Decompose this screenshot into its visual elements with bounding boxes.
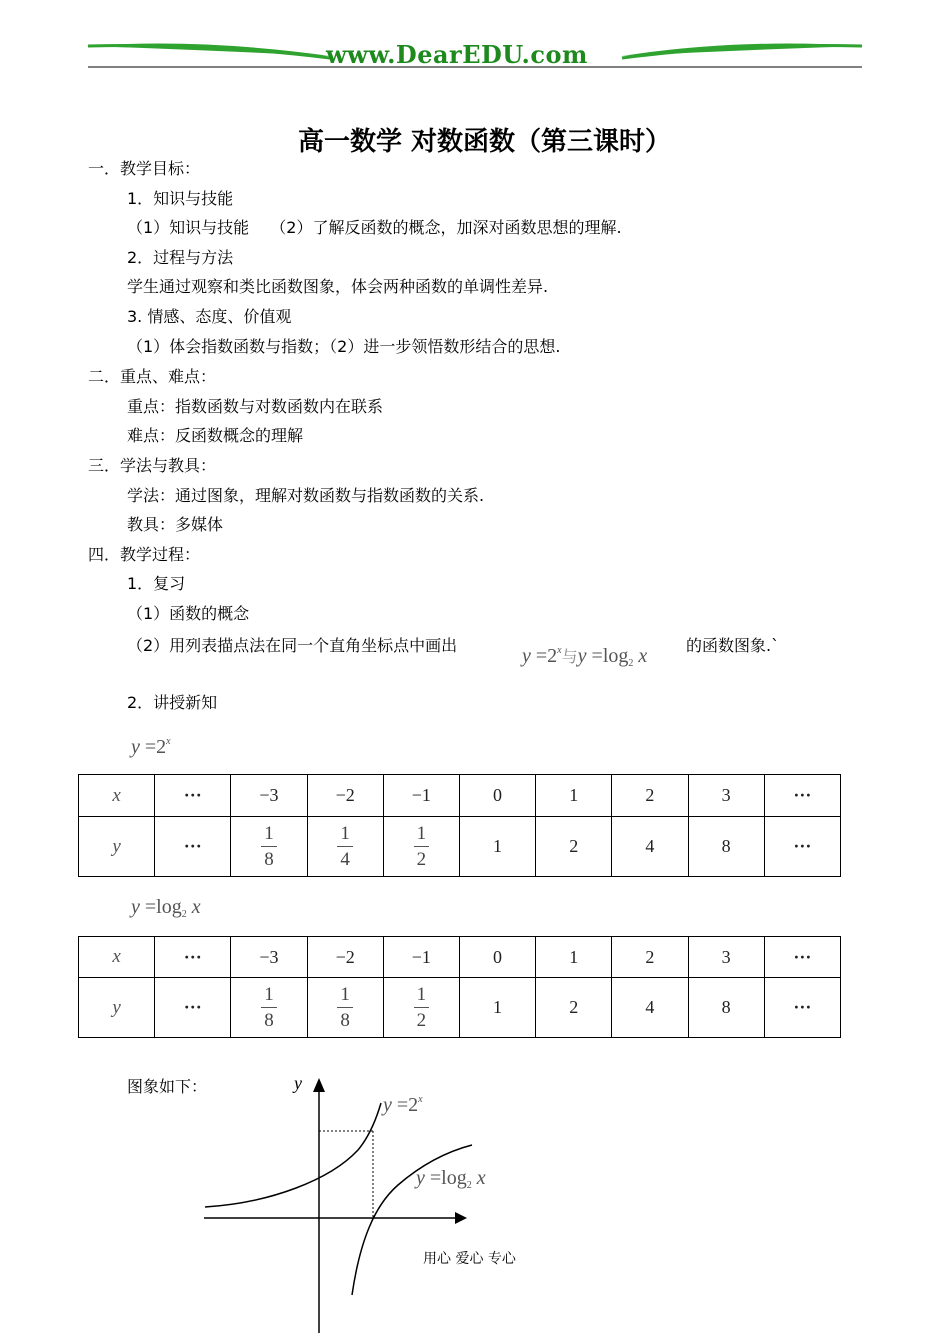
- var-x: x: [638, 645, 648, 667]
- numerator: 1: [261, 985, 277, 1008]
- denominator: 8: [264, 1010, 274, 1031]
- fraction: [414, 985, 430, 1030]
- subheading-new-knowledge: 2．讲授新知: [127, 693, 218, 712]
- paragraph-knowledge: （1）知识与技能 （2）了解反函数的概念，加深对函数思想的理解.: [127, 218, 622, 237]
- table-row: [79, 817, 841, 877]
- table-cell: 8: [688, 817, 764, 877]
- fraction: [337, 985, 353, 1030]
- table-cell: 0: [459, 937, 535, 978]
- table-cell: 4: [612, 978, 688, 1038]
- var-y: y: [522, 645, 531, 667]
- section-heading-keypoints: 二．重点、难点：: [88, 367, 217, 386]
- log-func: log: [441, 1167, 467, 1189]
- table-cell: 4: [612, 817, 688, 877]
- subheading-process: 2．过程与方法: [127, 248, 234, 267]
- log-func: log: [156, 896, 182, 918]
- table-cell: −1: [383, 937, 459, 978]
- table-cell: ···: [155, 937, 231, 978]
- base-two: 2: [547, 645, 558, 667]
- table-row: [79, 978, 841, 1038]
- subheading-review: 1．复习: [127, 574, 186, 593]
- table-cell: −3: [231, 775, 307, 817]
- var-y: y: [577, 645, 587, 667]
- log-base: 2: [181, 909, 187, 920]
- denominator: 8: [264, 849, 274, 870]
- table-cell: −2: [307, 775, 383, 817]
- step2-tail: 的函数图象.`: [686, 636, 780, 655]
- table-cell: −1: [383, 775, 459, 817]
- table-cell: ···: [155, 775, 231, 817]
- fraction: [261, 824, 277, 869]
- var-y: y: [131, 896, 140, 918]
- var-y: y: [383, 1094, 392, 1116]
- exp-curve: [205, 1103, 381, 1207]
- page-header: [0, 0, 950, 72]
- subheading-attitude: 3. 情感、态度、价值观: [127, 307, 292, 326]
- table-cell: ···: [764, 937, 840, 978]
- numerator: 1: [414, 824, 430, 847]
- table-cell: 3: [688, 775, 764, 817]
- paragraph-attitude: （1）体会指数函数与指数；（2）进一步领悟数形结合的思想.: [127, 337, 561, 356]
- table-cell: 2: [536, 817, 612, 877]
- exp-x: x: [418, 1094, 423, 1105]
- table-cell: ···: [764, 978, 840, 1038]
- figure-caption: 图象如下：: [127, 1077, 208, 1096]
- section-heading-objectives: 一．教学目标：: [88, 159, 201, 178]
- denominator: 2: [416, 849, 427, 870]
- numerator: 1: [414, 985, 430, 1008]
- table-cell: x: [79, 937, 155, 978]
- paragraph-tools: 教具：多媒体: [127, 515, 224, 534]
- paragraph-function-concept: （1）函数的概念: [127, 604, 250, 623]
- fraction: [414, 824, 430, 869]
- exp-x: x: [557, 645, 562, 656]
- eq-sign: =: [429, 1167, 442, 1189]
- table-cell: x: [79, 775, 155, 817]
- table-cell: 0: [459, 775, 535, 817]
- step2-text: （2）用列表描点法在同一个直角坐标点中画出: [127, 636, 458, 655]
- denominator: 2: [416, 1010, 427, 1031]
- table-cell: 8: [688, 978, 764, 1038]
- table-cell: 1: [459, 817, 535, 877]
- table-cell: 2: [536, 978, 612, 1038]
- numerator: 1: [337, 985, 353, 1008]
- formula-log-label: [131, 896, 201, 920]
- exp-x: x: [166, 736, 171, 747]
- paragraph-difficulty: 难点：反函数概念的理解: [127, 426, 304, 445]
- page-footer: 用心 爱心 专心: [423, 1251, 516, 1267]
- table-cell: y: [79, 978, 155, 1038]
- table-cell: y: [79, 817, 155, 877]
- table-row: [79, 775, 841, 817]
- table-cell: 3: [688, 937, 764, 978]
- log-base: 2: [628, 658, 634, 669]
- table-cell: 2: [612, 775, 688, 817]
- table-cell: [231, 978, 307, 1038]
- table-cell: 1: [536, 937, 612, 978]
- eq-sign: =: [144, 896, 157, 918]
- table-cell: [307, 978, 383, 1038]
- section-heading-methods: 三．学法与教具：: [88, 456, 217, 475]
- log-func: log: [602, 645, 629, 667]
- section-heading-process: 四．教学过程：: [88, 545, 201, 564]
- eq-sign: =: [535, 645, 548, 667]
- table-cell: ···: [155, 817, 231, 877]
- table-cell: [383, 817, 459, 877]
- eq-sign: =: [144, 736, 157, 758]
- table-row: [79, 937, 841, 978]
- table-cell: [231, 817, 307, 877]
- table-cell: [307, 817, 383, 877]
- paragraph-method: 学法：通过图象，理解对数函数与指数函数的关系.: [127, 486, 485, 505]
- step2-connector: 与: [561, 647, 578, 666]
- eq-sign: =: [396, 1094, 409, 1116]
- graph-y-axis-label: y: [294, 1073, 302, 1093]
- eq-sign: =: [591, 645, 603, 667]
- table-cell: 2: [612, 937, 688, 978]
- var-x: x: [476, 1167, 486, 1189]
- paragraph-step2: [127, 633, 457, 656]
- graph-log-label: [416, 1167, 486, 1191]
- paragraph-keypoint: 重点：指数函数与对数函数内在联系: [127, 397, 384, 416]
- formula-exp-label: [131, 736, 171, 759]
- base-two: 2: [408, 1094, 419, 1116]
- table-cell: [383, 978, 459, 1038]
- table-cell: 1: [536, 775, 612, 817]
- table-cell: ···: [764, 817, 840, 877]
- table-cell: 1: [459, 978, 535, 1038]
- y-axis-arrow: [313, 1078, 325, 1092]
- x-axis-arrow: [455, 1212, 467, 1224]
- fraction: [337, 824, 353, 869]
- paragraph-process: 学生通过观察和类比函数图象，体会两种函数的单调性差异.: [127, 277, 549, 296]
- denominator: 8: [340, 1010, 350, 1031]
- log-base: 2: [466, 1180, 472, 1191]
- header-logo-text: www.DearEDU.com: [326, 40, 588, 69]
- numerator: 1: [337, 824, 353, 847]
- table-cell: ···: [155, 978, 231, 1038]
- var-y: y: [416, 1167, 425, 1189]
- denominator: 4: [340, 849, 350, 870]
- page-title: 高一数学 对数函数（第三课时）: [298, 127, 672, 157]
- numerator: 1: [261, 824, 277, 847]
- formula-exp-inline: [522, 644, 647, 669]
- var-y: y: [131, 736, 140, 758]
- var-x: x: [191, 896, 201, 918]
- graph-exp-label: [383, 1094, 423, 1117]
- value-table-log: [78, 936, 841, 1038]
- table-cell: −2: [307, 937, 383, 978]
- subheading-knowledge: 1．知识与技能: [127, 189, 234, 208]
- value-table-exp: [78, 774, 841, 877]
- fraction: [261, 985, 277, 1030]
- table-cell: −3: [231, 937, 307, 978]
- base-two: 2: [156, 736, 167, 758]
- table-cell: ···: [764, 775, 840, 817]
